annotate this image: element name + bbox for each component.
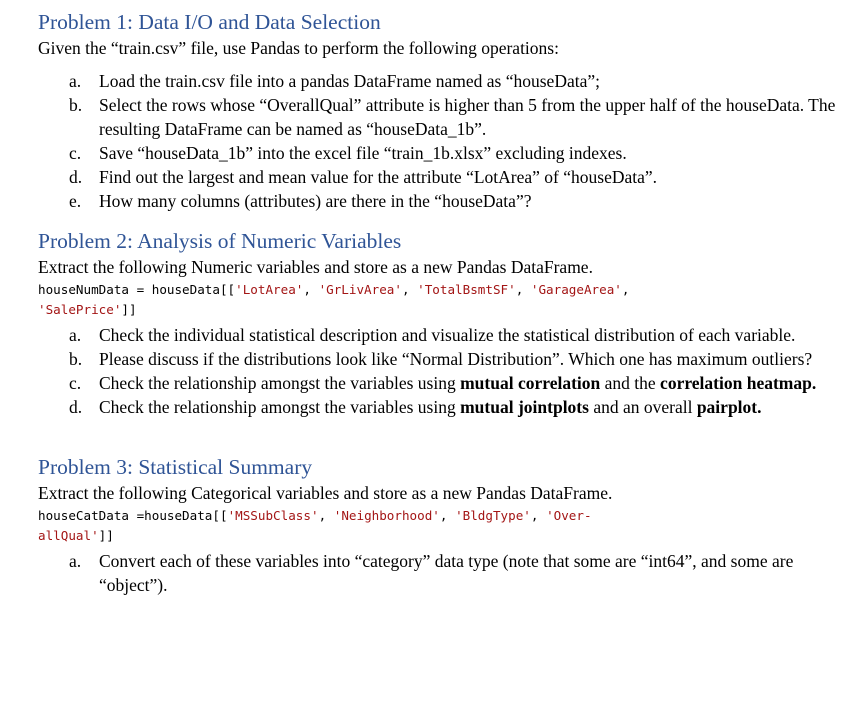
problem-2-section bbox=[38, 227, 838, 419]
code-separator: , bbox=[530, 508, 547, 523]
problem-3-item-a bbox=[38, 549, 838, 597]
list-marker: a. bbox=[69, 71, 82, 91]
problem-2-item-a bbox=[38, 323, 838, 347]
code-separator: , bbox=[318, 508, 334, 523]
code-string: 'TotalBsmtSF' bbox=[417, 282, 516, 297]
problem-3-section bbox=[38, 453, 838, 597]
problem-2-heading: Problem 2: Analysis of Numeric Variables bbox=[38, 229, 402, 253]
bold-term: mutual correlation bbox=[460, 373, 601, 393]
problem-2-code-block bbox=[38, 280, 838, 320]
problem-1-item-a bbox=[38, 69, 838, 93]
problem-3-code-block bbox=[38, 506, 838, 546]
list-marker: b. bbox=[69, 95, 83, 115]
bold-term: mutual jointplots bbox=[460, 397, 589, 417]
code-suffix: ]] bbox=[121, 302, 137, 317]
code-string: 'BldgType' bbox=[455, 508, 531, 523]
list-item-text: Select the rows whose “OverallQual” attribute is higher than 5 from the upper half of the houseData. The resulting DataFrame can be named as “houseData_1b”. bbox=[99, 95, 836, 139]
code-string: 'GarageArea' bbox=[530, 282, 622, 297]
list-item-text: and the bbox=[600, 373, 661, 393]
code-string: 'Over- bbox=[546, 508, 592, 523]
problem-2-item-c bbox=[38, 371, 838, 395]
problem-1-section bbox=[38, 8, 838, 213]
list-marker: c. bbox=[69, 373, 82, 393]
bold-term: correlation heatmap bbox=[660, 373, 812, 393]
problem-2-item-b bbox=[38, 347, 838, 371]
bold-punctuation: . bbox=[811, 373, 817, 393]
code-string: 'LotArea' bbox=[235, 282, 304, 297]
code-prefix: houseCatData =houseData[[ bbox=[38, 508, 228, 523]
list-marker: a. bbox=[69, 551, 82, 571]
problem-1-intro: Given the “train.csv” file, use Pandas to perform the following operations: bbox=[38, 38, 559, 58]
code-separator: , bbox=[401, 282, 418, 297]
problem-1-item-d bbox=[38, 165, 838, 189]
list-marker: e. bbox=[69, 191, 82, 211]
code-suffix: , bbox=[621, 282, 630, 297]
code-separator: , bbox=[439, 508, 456, 523]
list-item-text: Convert each of these variables into “category” data type (note that some are “int64”, and some are “object”). bbox=[99, 551, 794, 595]
code-string: 'MSSubClass' bbox=[227, 508, 319, 523]
code-string: 'SalePrice' bbox=[38, 302, 122, 317]
document-page bbox=[38, 8, 838, 597]
code-separator: , bbox=[303, 282, 319, 297]
code-string: allQual' bbox=[38, 528, 99, 543]
code-string: 'GrLivArea' bbox=[318, 282, 402, 297]
problem-3-list bbox=[38, 549, 838, 597]
list-item-text: and an overall bbox=[588, 397, 697, 417]
problem-1-item-e bbox=[38, 189, 838, 213]
problem-2-item-d bbox=[38, 395, 838, 419]
list-marker: c. bbox=[69, 143, 82, 163]
list-item-text: Please discuss if the distributions look like “Normal Distribution”. Which one has maximum outliers? bbox=[99, 349, 813, 369]
problem-1-heading: Problem 1: Data I/O and Data Selection bbox=[38, 10, 381, 34]
list-item-text: Check the relationship amongst the variables using bbox=[99, 373, 461, 393]
code-separator: , bbox=[515, 282, 531, 297]
problem-3-intro: Extract the following Categorical variables and store as a new Pandas DataFrame. bbox=[38, 483, 613, 503]
list-marker: b. bbox=[69, 349, 83, 369]
problem-2-intro: Extract the following Numeric variables and store as a new Pandas DataFrame. bbox=[38, 257, 593, 277]
list-item-text: Find out the largest and mean value for the attribute “LotArea” of “houseData”. bbox=[99, 167, 658, 187]
list-marker: d. bbox=[69, 397, 83, 417]
problem-1-item-b bbox=[38, 93, 838, 141]
list-marker: a. bbox=[69, 325, 82, 345]
problem-1-item-c bbox=[38, 141, 838, 165]
bold-punctuation: . bbox=[757, 397, 762, 417]
problem-3-heading: Problem 3: Statistical Summary bbox=[38, 455, 313, 479]
list-marker: d. bbox=[69, 167, 83, 187]
problem-1-list bbox=[38, 69, 838, 213]
list-item-text: Load the train.csv file into a pandas DataFrame named as “houseData”; bbox=[99, 71, 600, 91]
list-item-text: How many columns (attributes) are there in the “houseData”? bbox=[99, 191, 532, 211]
code-string: 'Neighborhood' bbox=[333, 508, 440, 523]
code-suffix: ]] bbox=[98, 528, 114, 543]
bold-term: pairplot bbox=[696, 397, 758, 417]
list-item-text: Save “houseData_1b” into the excel file “train_1b.xlsx” excluding indexes. bbox=[99, 143, 627, 163]
list-item-text: Check the individual statistical description and visualize the statistical distribution of each variable. bbox=[99, 325, 796, 345]
code-prefix: houseNumData = houseData[[ bbox=[38, 282, 236, 297]
problem-2-list bbox=[38, 323, 838, 419]
list-item-text: Check the relationship amongst the variables using bbox=[99, 397, 461, 417]
